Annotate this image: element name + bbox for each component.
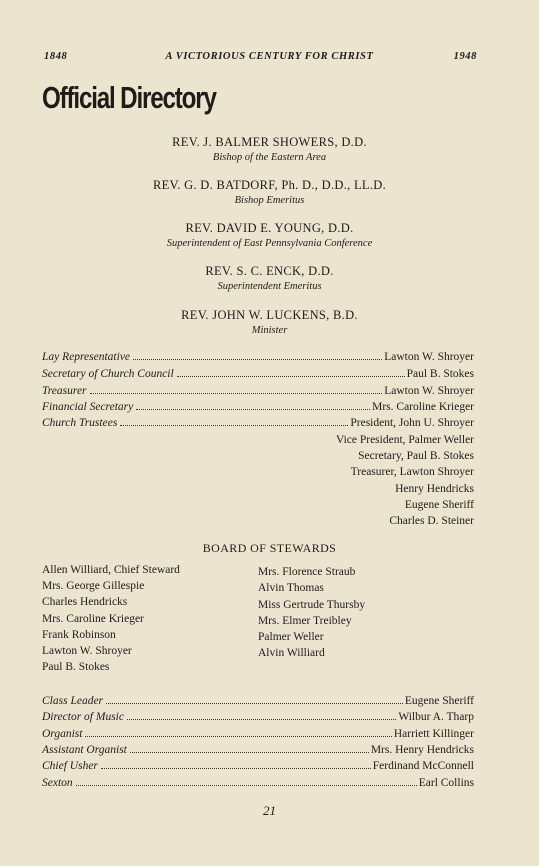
position-row: [42, 383, 474, 399]
steward-name: Frank Robinson: [42, 629, 116, 641]
dot-leader: [127, 719, 396, 720]
officer-entry: [0, 263, 539, 295]
role-holder: Harriett Killinger: [393, 728, 474, 740]
trustee-item: Eugene Sheriff: [404, 499, 474, 511]
role-label: Organist: [42, 728, 83, 740]
position-holder: Lawton W. Shroyer: [384, 385, 474, 397]
role-label: Assistant Organist: [42, 744, 127, 756]
position-holder: Lawton W. Shroyer: [384, 351, 474, 363]
steward-name: Alvin Williard: [258, 647, 325, 659]
dot-leader: [101, 768, 371, 769]
page-number: 21: [263, 803, 276, 818]
music-role-row: [42, 742, 474, 758]
steward-name: Allen Williard, Chief Steward: [42, 564, 180, 576]
position-row: [42, 415, 474, 431]
steward-name: Mrs. Caroline Krieger: [42, 613, 144, 625]
steward-name: Lawton W. Shroyer: [42, 645, 132, 657]
dot-leader: [133, 359, 382, 360]
steward-name: Charles Hendricks: [42, 596, 128, 608]
steward-name: Palmer Weller: [258, 631, 324, 643]
position-row: [42, 366, 474, 382]
board-of-stewards-heading: BOARD OF STEWARDS: [202, 541, 337, 555]
officer-name: REV. JOHN W. LUCKENS, B.D.: [181, 308, 358, 322]
role-label: Class Leader: [42, 695, 104, 707]
officer-entry: [0, 134, 539, 166]
steward-name: Alvin Thomas: [258, 582, 324, 594]
position-holder: Mrs. Caroline Krieger: [372, 401, 474, 413]
music-role-row: [42, 775, 474, 791]
steward-name: Mrs. George Gillespie: [42, 580, 145, 592]
music-role-row: [42, 758, 474, 774]
role-label: Chief Usher: [42, 760, 98, 772]
officer-role: Bishop of the Eastern Area: [212, 152, 327, 163]
position-row: [42, 399, 474, 415]
dot-leader: [120, 425, 348, 426]
role-holder: Wilbur A. Tharp: [398, 711, 474, 723]
trustee-item: Treasurer, Lawton Shroyer: [350, 466, 474, 478]
header-year-start: 1848: [44, 51, 68, 62]
dot-leader: [85, 736, 391, 737]
officer-role: Superintendent of East Pennsylvania Conference: [166, 238, 373, 249]
music-role-row: [42, 726, 474, 742]
officer-entry: [0, 307, 539, 339]
officer-name: REV. S. C. ENCK, D.D.: [205, 264, 334, 278]
role-label: Director of Music: [42, 711, 124, 723]
position-row: [42, 349, 474, 365]
role-holder: Earl Collins: [418, 777, 474, 789]
position-label: Treasurer: [42, 385, 87, 397]
officer-role: Bishop Emeritus: [234, 195, 305, 206]
officer-name: REV. DAVID E. YOUNG, D.D.: [185, 221, 354, 235]
music-role-row: [42, 693, 474, 709]
steward-name: Mrs. Florence Straub: [258, 566, 356, 578]
header-year-end: 1948: [453, 51, 477, 62]
position-label: Financial Secretary: [42, 401, 134, 413]
trustee-item: Henry Hendricks: [395, 483, 474, 495]
officer-name: REV. J. BALMER SHOWERS, D.D.: [172, 135, 367, 149]
position-label: Lay Representative: [42, 351, 131, 363]
dot-leader: [136, 409, 370, 410]
role-label: Sexton: [42, 777, 73, 789]
trustee-item: Secretary, Paul B. Stokes: [358, 450, 474, 462]
officer-entry: [0, 220, 539, 252]
role-holder: Ferdinand McConnell: [372, 760, 474, 772]
officer-role: Minister: [251, 325, 288, 336]
officer-role: Superintendent Emeritus: [217, 281, 322, 292]
role-holder: Mrs. Henry Hendricks: [370, 744, 474, 756]
position-holder: Paul B. Stokes: [406, 368, 474, 380]
position-holder: President, John U. Shroyer: [350, 417, 474, 429]
steward-name: Mrs. Elmer Treibley: [258, 615, 352, 627]
role-holder: Eugene Sheriff: [404, 695, 474, 707]
dot-leader: [177, 376, 405, 377]
trustee-item: Vice President, Palmer Weller: [335, 434, 474, 446]
officer-entry: [0, 177, 539, 209]
officer-name: REV. G. D. BATDORF, Ph. D., D.D., LL.D.: [152, 178, 387, 192]
music-role-row: [42, 709, 474, 725]
steward-name: Miss Gertrude Thursby: [258, 599, 366, 611]
position-label: Church Trustees: [42, 417, 118, 429]
header-running-title: A VICTORIOUS CENTURY FOR CHRIST: [165, 51, 374, 62]
steward-name: Paul B. Stokes: [42, 661, 110, 673]
dot-leader: [76, 785, 417, 786]
dot-leader: [90, 393, 383, 394]
position-label: Secretary of Church Council: [42, 368, 174, 380]
dot-leader: [130, 752, 369, 753]
trustee-item: Charles D. Steiner: [389, 515, 474, 527]
dot-leader: [106, 703, 403, 704]
page-title: Official Directory: [42, 80, 216, 115]
